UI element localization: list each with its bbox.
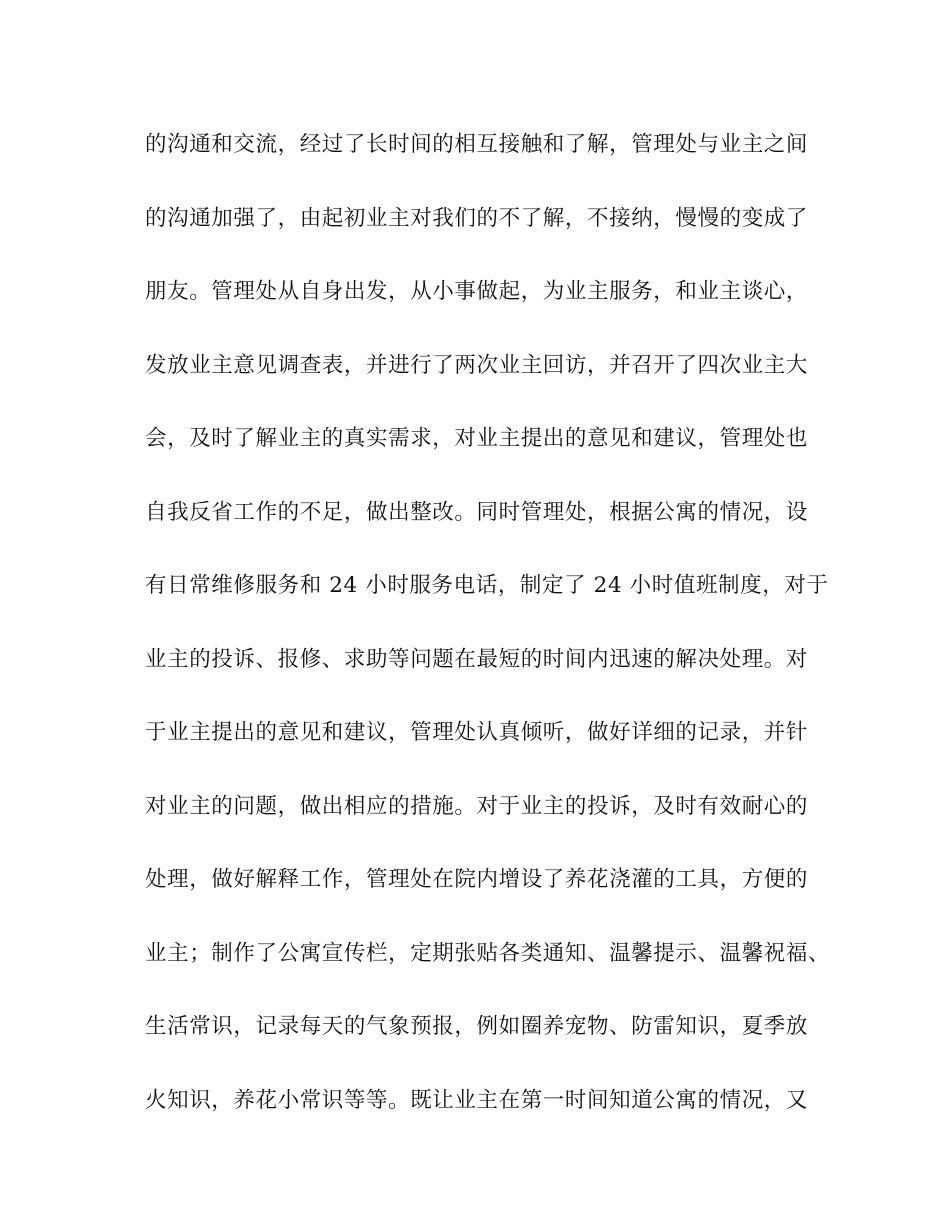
text-line: 业主的投诉、报修、求助等问题在最短的时间内迅速的解决处理。对: [145, 646, 809, 672]
text-line: 的沟通和交流，经过了长时间的相互接触和了解，管理处与业主之间: [145, 132, 809, 157]
text-line: 朋友。管理处从自身出发，从小事做起，为业主服务，和业主谈心，: [145, 279, 809, 304]
text-line: 的沟通加强了，由起初业主对我们的不了解，不接纳，慢慢的变成了: [145, 205, 809, 231]
text-line: 对业主的问题，做出相应的措施。对于业主的投诉，及时有效耐心的: [145, 793, 809, 819]
text-line: 业主；制作了公寓宣传栏，定期张贴各类通知、温馨提示、温馨祝福、: [145, 940, 831, 966]
text-line: 火知识，养花小常识等等。既让业主在第一时间知道公寓的情况，又: [145, 1087, 809, 1113]
body-text: [145, 121, 845, 1150]
text-line: 于业主提出的意见和建议，管理处认真倾听，做好详细的记录，并针: [145, 720, 809, 745]
text-line: 发放业主意见调查表，并进行了两次业主回访，并召开了四次业主大: [145, 352, 809, 378]
text-line: 自我反省工作的不足，做出整改。同时管理处，根据公寓的情况，设: [145, 499, 809, 525]
text-line: 会，及时了解业主的真实需求，对业主提出的意见和建议，管理处也: [145, 426, 809, 451]
text-line: 生活常识，记录每天的气象预报，例如圈养宠物、防雷知识，夏季放: [145, 1014, 809, 1039]
text-line: 有日常维修服务和 24 小时服务电话，制定了 24 小时值班制度，对于: [145, 573, 829, 598]
text-line: 处理，做好解释工作，管理处在院内增设了养花浇灌的工具，方便的: [145, 867, 809, 892]
